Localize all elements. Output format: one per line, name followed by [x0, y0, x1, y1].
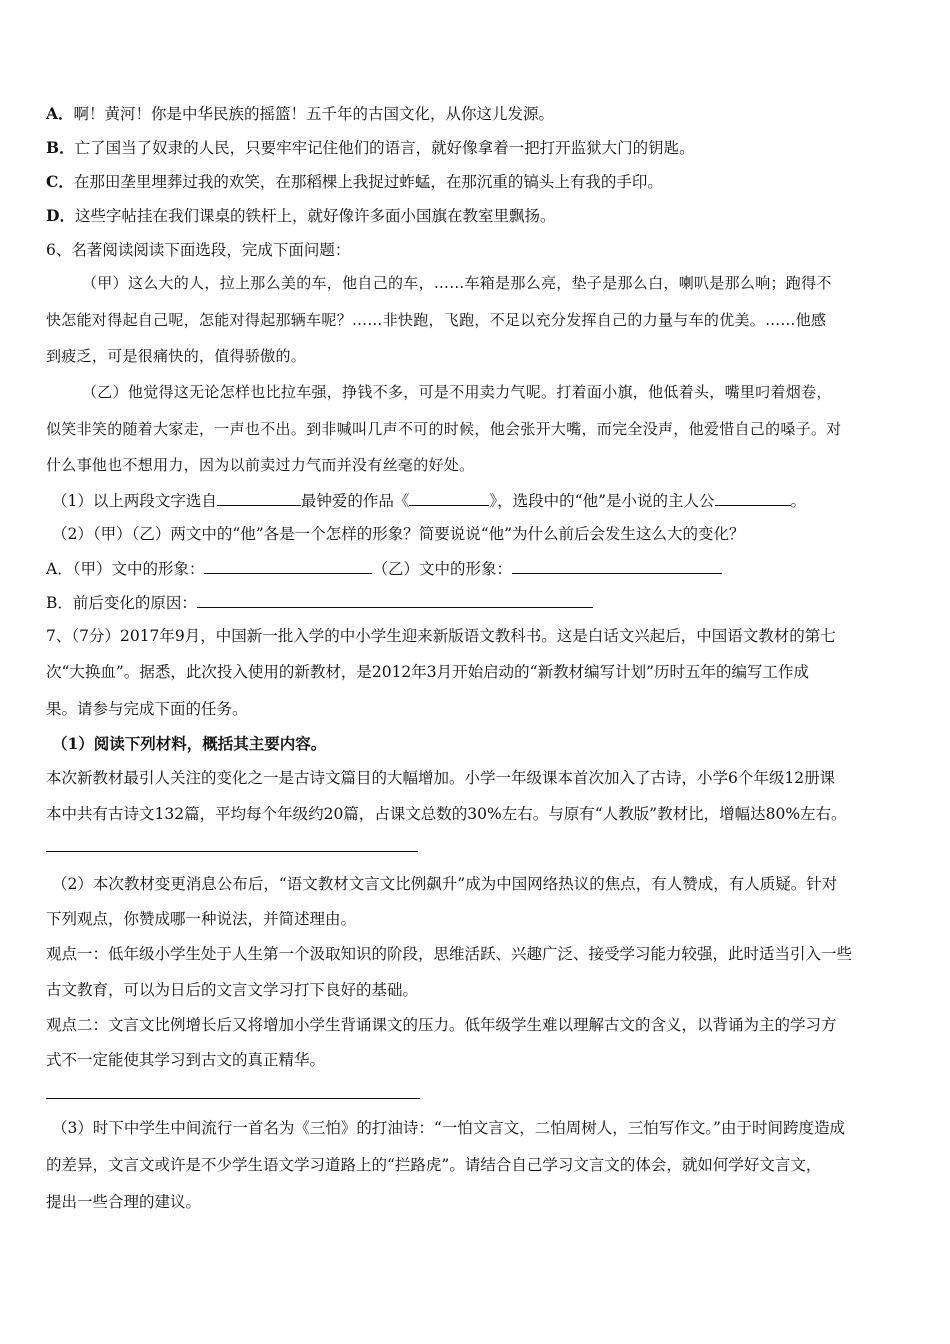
answer-blank[interactable] — [512, 558, 722, 574]
q7-sub2-line: 下列观点，你赞成哪一种说法，并简述理由。 — [46, 910, 357, 928]
option-c: C．在那田垄里埋葬过我的欢笑，在那稻棵上我捉过蚱蜢，在那沉重的镐头上有我的手印。 — [46, 172, 663, 191]
option-b: B．亡了国当了奴隶的人民，只要牢牢记住他们的语言，就好像拿着一把打开监狱大门的钥匙。 — [46, 138, 695, 157]
passage-yi-line: （乙）他觉得这无论怎样也比拉车强，挣钱不多，可是不用卖力气呢。打着面小旗，他低着头，嘴里叼着烟卷， — [82, 383, 832, 401]
q7-sub3-line: 的差异，文言文或许是不少学生语文学习道路上的“拦路虎”。请结合自己学习文言文的体会，就如何学好文言文， — [46, 1156, 822, 1174]
q7-sub3-line: 提出一些合理的建议。 — [46, 1193, 202, 1211]
passage-jia-line: 到疲乏，可是很痛快的，值得骄傲的。 — [46, 347, 307, 365]
q6-sub1: （1）以上两段文字选自 最钟爱的作品《 》，选段中的“他”是小说的主人公 。 — [52, 492, 807, 510]
answer-blank[interactable] — [204, 558, 372, 574]
answer-blank[interactable] — [715, 490, 791, 506]
answer-blank[interactable] — [217, 490, 301, 506]
answer-line[interactable] — [46, 851, 418, 852]
answer-blank[interactable] — [197, 592, 593, 608]
q7-sub2-line: （2）本次教材变更消息公布后，“语文教材文言文比例飙升”成为中国网络热议的焦点，有人赞成，有人质疑。针对 — [52, 875, 838, 893]
q7-sub3-line: （3）时下中学生中间流行一首名为《三怕》的打油诗：“一怕文言文，二怕周树人，三怕写作文。”由于时间跨度造成 — [52, 1119, 845, 1137]
q6-sub2: （2）（甲）（乙）两文中的“他”各是一个怎样的形象？简要说说“他”为什么前后会发生这么大的变化？ — [52, 525, 745, 543]
answer-blank[interactable] — [409, 490, 489, 506]
q7-view1-line: 观点一：低年级小学生处于人生第一个汲取知识的阶段，思维活跃、兴趣广泛、接受学习能力较强，此时适当引入一些 — [46, 945, 853, 963]
q7-intro-line: 次“大换血”。据悉，此次投入使用的新教材，是2012年3月开始启动的“新教材编写计划”历时五年的编写工作成 — [46, 663, 810, 681]
passage-jia-line: 快怎能对得起自己呢，怎能对得起那辆车呢？……非快跑，飞跑，不足以充分发挥自己的力量与车的优美。……他感 — [46, 311, 827, 329]
q6-line-b: B．前后变化的原因： — [46, 592, 910, 613]
q7-intro-line: 7、（7分）2017年9月，中国新一批入学的中小学生迎来新版语文教科书。这是白话文兴起后，中国语文教材的第七 — [46, 627, 836, 645]
option-a: A．啊！黄河！你是中华民族的摇篮！五千年的古国文化，从你这儿发源。 — [46, 104, 555, 123]
q7-sub1-title: （1）阅读下列材料，概括其主要内容。 — [52, 734, 327, 753]
q7-view1-line: 古文教育，可以为日后的文言文学习打下良好的基础。 — [46, 981, 419, 999]
passage-yi-line: 什么事他也不想用力，因为以前卖过力气而并没有丝毫的好处。 — [46, 456, 475, 474]
answer-line[interactable] — [46, 1098, 420, 1099]
q7-intro-line: 果。请参与完成下面的任务。 — [46, 700, 248, 718]
q7-material-line: 本次新教材最引人关注的变化之一是古诗文篇目的大幅增加。小学一年级课本首次加入了古诗，小学6个年级12册课 — [46, 769, 836, 787]
passage-yi-line: 似笑非笑的随着大家走，一声也不出。到非喊叫几声不可的时候，他会张开大嘴，而完全没声，他爱惜自己的嗓子。对 — [46, 420, 842, 438]
q6-heading: 6、名著阅读阅读下面选段，完成下面问题： — [46, 241, 351, 259]
q7-view2-line: 式不一定能使其学习到古文的真正精华。 — [46, 1051, 326, 1069]
q7-view2-line: 观点二：文言文比例增长后又将增加小学生背诵课文的压力。低年级学生难以理解古文的含义，以背诵为主的学习方 — [46, 1016, 837, 1034]
q6-line-a: A．（甲）文中的形象： （乙）文中的形象： — [46, 558, 910, 579]
option-d: D．这些字帖挂在我们课桌的铁杆上，就好像许多面小国旗在教室里飘扬。 — [46, 206, 556, 225]
q7-material-line: 本中共有古诗文132篇，平均每个年级约20篇，占课文总数的30%左右。与原有“人教版”教材比，增幅达80%左右。 — [46, 805, 847, 823]
passage-jia-line: （甲）这么大的人，拉上那么美的车，他自己的车，……车箱是那么亮，垫子是那么白，喇叭是那么响；跑得不 — [82, 274, 832, 292]
